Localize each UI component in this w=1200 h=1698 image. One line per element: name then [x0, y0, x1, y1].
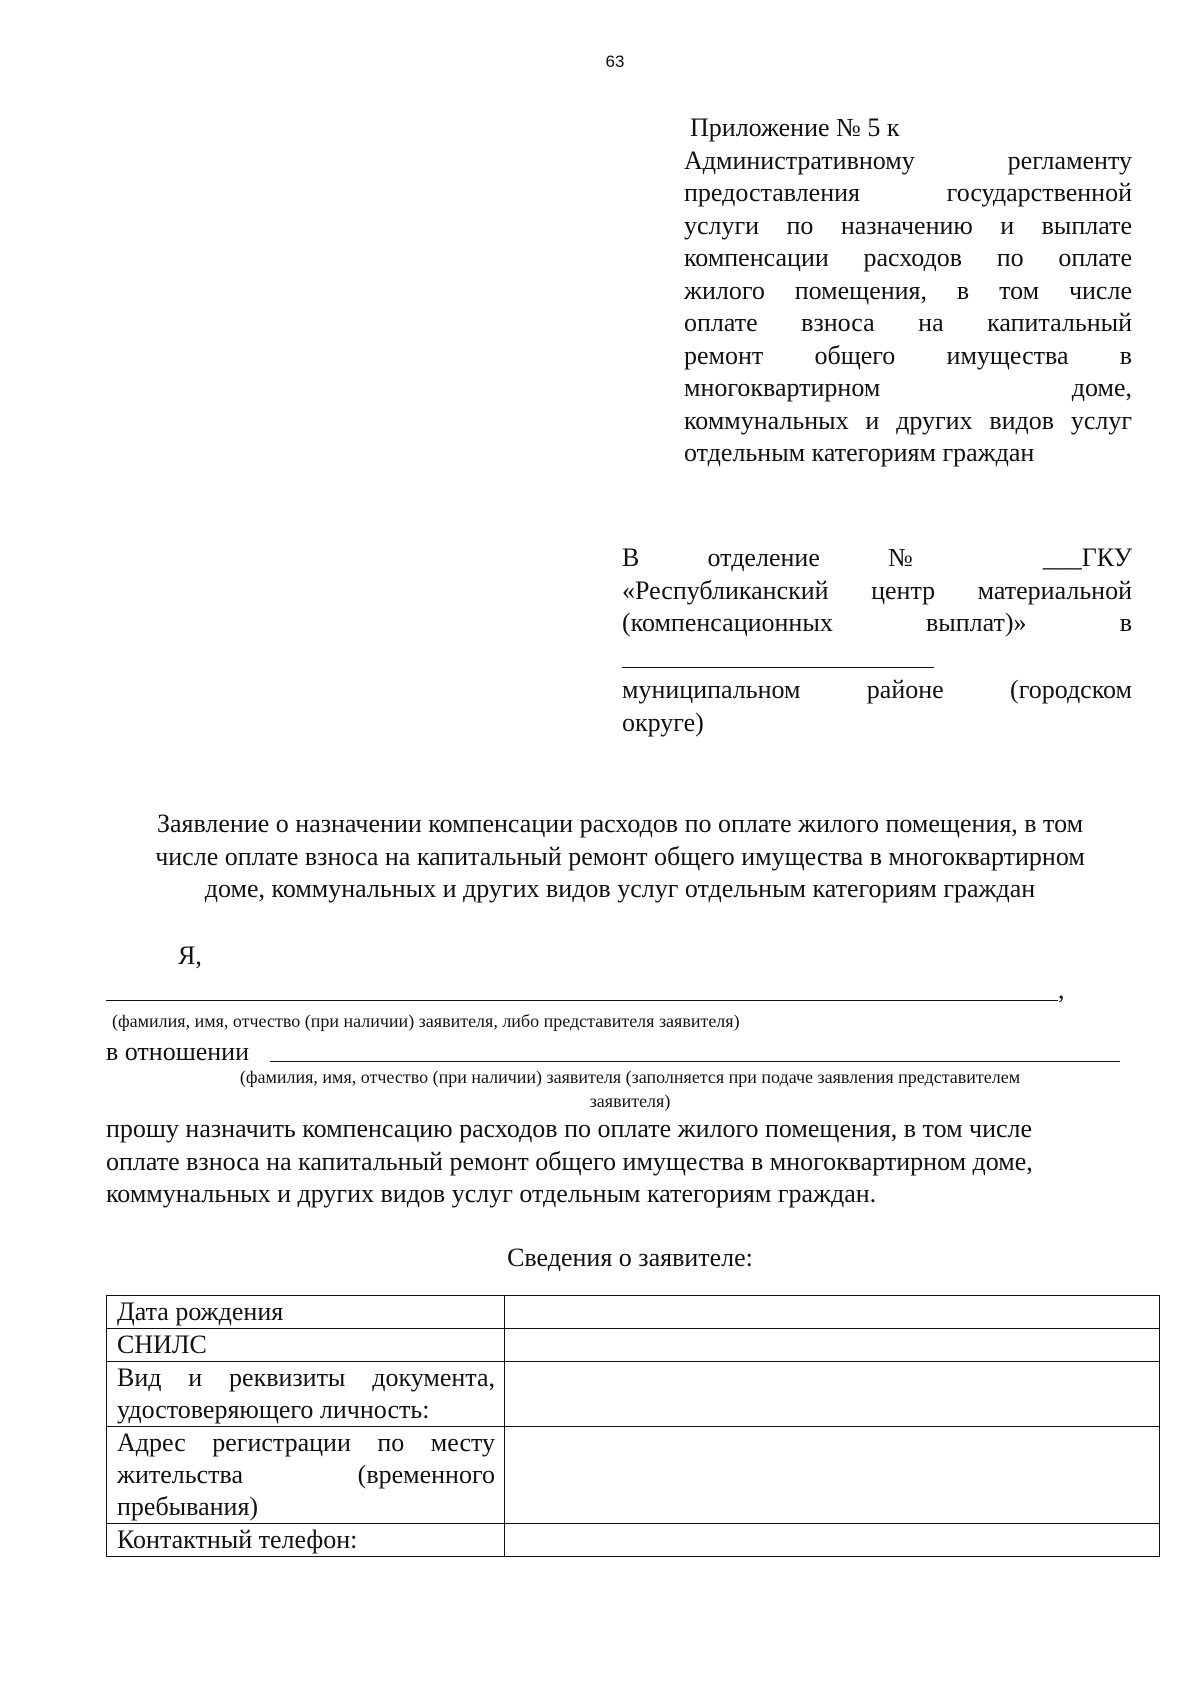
id-document-text-2: удостоверяющего личность:	[117, 1395, 430, 1424]
address-text-3: пребывания)	[117, 1492, 259, 1521]
addressee-line-3: (компенсационных выплат)» в	[622, 608, 1132, 637]
request-line-2: оплате взноса на капитальный ремонт общего имущества в многоквартирном доме,	[106, 1146, 1033, 1176]
birth-date-value[interactable]	[505, 1296, 1160, 1329]
addressee-line-1: В отделение № ___ГКУ	[622, 543, 1132, 572]
appendix-line: жилого помещения, в том числе	[684, 275, 1132, 305]
table-row	[107, 1362, 1160, 1427]
id-document-label	[107, 1362, 505, 1427]
snils-text: СНИЛС	[117, 1330, 207, 1359]
applicant-name-field[interactable]	[106, 1000, 1058, 1001]
table-row	[107, 1427, 1160, 1524]
phone-value[interactable]	[505, 1524, 1160, 1557]
appendix-last-line: отдельным категориям граждан	[684, 438, 1035, 467]
represented-caption-line-2: заявителя)	[589, 1091, 671, 1111]
represented-caption	[100, 1065, 1160, 1113]
request-paragraph	[106, 1113, 1166, 1211]
ya-label: Я,	[178, 941, 202, 970]
address-text-1: Адрес регистрации по месту	[117, 1428, 495, 1457]
snils-label	[107, 1329, 505, 1362]
birth-date-text: Дата рождения	[117, 1297, 284, 1326]
municipality-field[interactable]	[622, 667, 934, 668]
id-document-value[interactable]	[505, 1362, 1160, 1427]
addressee-line-4: муниципальном районе (городском	[622, 675, 1132, 704]
snils-value[interactable]	[505, 1329, 1160, 1362]
request-line-3: коммунальных и других видов услуг отдельным категориям граждан.	[106, 1179, 877, 1208]
addressee-block	[622, 542, 1132, 640]
address-label	[107, 1427, 505, 1524]
appendix-line: Административному регламенту	[684, 145, 1132, 175]
phone-label	[107, 1524, 505, 1557]
id-document-text-1: Вид и реквизиты документа,	[117, 1363, 495, 1392]
appendix-line: компенсации расходов по оплате	[684, 243, 1132, 272]
appendix-line: коммунальных и других видов услуг	[684, 405, 1132, 435]
appendix-line: многоквартирном доме,	[684, 373, 1132, 402]
appendix-line: ремонт общего имущества в	[684, 340, 1132, 370]
in-relation-label: в отношении	[106, 1037, 250, 1066]
phone-text: Контактный телефон:	[117, 1525, 358, 1554]
document-title	[90, 808, 1150, 906]
title-line-2: числе оплате взноса на капитальный ремонт общего имущества в многоквартирном	[155, 841, 1085, 871]
appendix-first-line: Приложение № 5 к	[690, 113, 900, 142]
appendix-line: оплате взноса на капитальный	[684, 308, 1132, 337]
table-row	[107, 1329, 1160, 1362]
address-value[interactable]	[505, 1427, 1160, 1524]
table-row	[107, 1296, 1160, 1329]
title-line-1: Заявление о назначении компенсации расходов по оплате жилого помещения, в том	[156, 809, 1084, 838]
appendix-block	[684, 112, 1132, 470]
represented-caption-line-1: (фамилия, имя, отчество (при наличии) заявителя (заполняется при подаче заявления представителем	[239, 1067, 1021, 1087]
appendix-line: предоставления государственной	[684, 178, 1132, 207]
request-line-1: прошу назначить компенсацию расходов по оплате жилого помещения, в том числе	[106, 1114, 1033, 1143]
birth-date-label	[107, 1296, 505, 1329]
address-text-2: жительства (временного	[117, 1460, 495, 1489]
addressee-line-2: «Республиканский центр материальной	[622, 575, 1132, 605]
addressee-line-5: округе)	[622, 707, 704, 737]
page-number: 63	[605, 52, 625, 71]
applicant-comma: ,	[1058, 975, 1065, 1004]
represented-name-field[interactable]	[270, 1061, 1120, 1062]
title-line-3: доме, коммунальных и других видов услуг отдельным категориям граждан	[204, 874, 1036, 903]
addressee-block-2	[622, 674, 1132, 739]
applicant-info-table	[106, 1295, 1160, 1557]
appendix-line: услуги по назначению и выплате	[684, 210, 1132, 240]
table-row	[107, 1524, 1160, 1557]
info-heading: Сведения о заявителе:	[507, 1243, 753, 1272]
applicant-caption: (фамилия, имя, отчество (при наличии) заявителя, либо представителя заявителя)	[112, 1011, 740, 1031]
